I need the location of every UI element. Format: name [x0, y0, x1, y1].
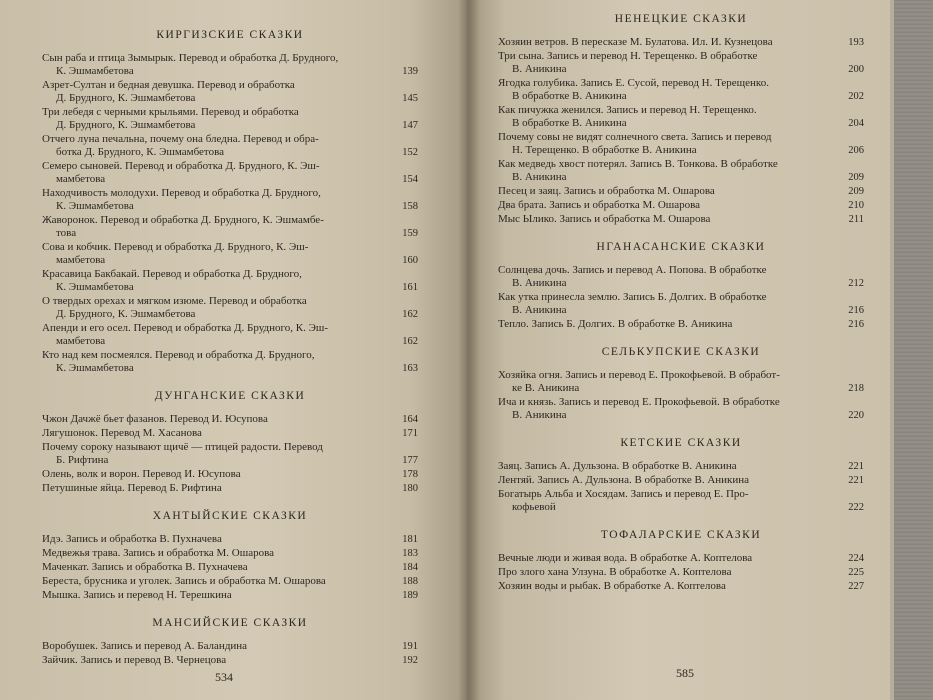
toc-entry — [42, 349, 418, 375]
left-page-number: 534 — [215, 670, 233, 684]
entry-continuation: Б. Рифтина — [56, 454, 109, 466]
toc-entry — [42, 79, 418, 105]
toc-entry — [42, 413, 418, 426]
entry-page-number: 221 — [848, 461, 864, 472]
entry-title: Лягушонок. Перевод М. Хасанова — [42, 427, 202, 439]
entry-continuation: В обработке В. Аникина — [512, 117, 627, 129]
entry-title: Песец и заяц. Запись и обработка М. Ошарова — [498, 185, 715, 197]
book-gutter — [458, 0, 480, 700]
entry-continuation: кофьевой — [512, 501, 556, 513]
entry-page-number: 162 — [402, 309, 418, 320]
right-contents-column — [498, 12, 864, 594]
entry-continuation: В. Аникина — [512, 171, 567, 183]
entry-page-number: 161 — [402, 282, 418, 293]
entry-continuation: това — [56, 227, 77, 239]
toc-entry — [498, 474, 864, 487]
entry-page-number: 164 — [402, 414, 418, 425]
entry-title: Отчего луна печальна, почему она бледна. Перевод и обра- — [42, 133, 319, 145]
toc-entry — [42, 533, 418, 546]
toc-entry — [498, 213, 864, 226]
entry-continuation: В обработке В. Аникина — [512, 90, 627, 102]
entry-page-number: 210 — [848, 200, 864, 211]
entry-title: Мышка. Запись и перевод Н. Терешкина — [42, 589, 232, 601]
toc-entry — [42, 187, 418, 213]
toc-entry — [498, 131, 864, 157]
left-page — [0, 0, 466, 700]
toc-entry — [498, 488, 864, 514]
entry-continuation: В. Аникина — [512, 409, 567, 421]
entry-continuation: ке В. Аникина — [512, 382, 580, 394]
entry-page-number: 159 — [402, 228, 418, 239]
entry-title: Богатырь Альба и Хосядам. Запись и перевод Е. Про- — [498, 488, 749, 500]
entry-page-number: 209 — [848, 172, 864, 183]
entry-page-number: 212 — [848, 278, 864, 289]
entry-title: Хозяин ветров. В пересказе М. Булатова. Ил. И. Кузнецова — [498, 36, 773, 48]
toc-entry — [42, 575, 418, 588]
entry-title: О твердых орехах и мягком изюме. Перевод и обработка — [42, 295, 307, 307]
toc-section — [42, 28, 418, 375]
section-heading: СЕЛЬКУПСКИЕ СКАЗКИ — [601, 346, 761, 358]
entry-page-number: 222 — [848, 502, 864, 513]
toc-entry — [498, 77, 864, 103]
entry-page-number: 188 — [402, 576, 418, 587]
entry-title: Береста, брусника и уголек. Запись и обработка М. Ошарова — [42, 575, 326, 587]
toc-section — [42, 389, 418, 495]
entry-continuation: Д. Брудного, К. Эшмамбетова — [56, 119, 196, 131]
entry-continuation: К. Эшмамбетова — [56, 65, 134, 77]
toc-entry — [42, 482, 418, 495]
entry-page-number: 184 — [402, 562, 418, 573]
toc-entry — [42, 547, 418, 560]
book-cover — [894, 0, 933, 700]
toc-entry — [42, 214, 418, 240]
section-heading: НЕНЕЦКИЕ СКАЗКИ — [614, 13, 748, 25]
toc-entry — [42, 427, 418, 440]
entry-title: Азрет-Султан и бедная девушка. Перевод и обработка — [42, 79, 295, 91]
toc-entry — [42, 241, 418, 267]
entry-title: Жаворонок. Перевод и обработка Д. Брудного, К. Эшмамбе- — [42, 214, 324, 226]
entry-title: Про злого хана Улзуна. В обработке А. Коптелова — [498, 566, 732, 578]
entry-page-number: 163 — [402, 363, 418, 374]
section-heading: КИРГИЗСКИЕ СКАЗКИ — [156, 29, 304, 41]
toc-entry — [498, 580, 864, 593]
entry-title: Олень, волк и ворон. Перевод И. Юсупова — [42, 468, 241, 480]
toc-entry — [42, 295, 418, 321]
toc-entry — [498, 199, 864, 212]
entry-title: Почему совы не видят солнечного света. Запись и перевод — [498, 131, 772, 143]
entry-title: Три лебедя с черными крыльями. Перевод и обработка — [42, 106, 299, 118]
toc-section — [498, 345, 864, 422]
entry-continuation: мамбетова — [56, 335, 106, 347]
entry-page-number: 147 — [402, 120, 418, 131]
entry-continuation: К. Эшмамбетова — [56, 362, 134, 374]
entry-continuation: В. Аникина — [512, 277, 567, 289]
entry-page-number: 154 — [402, 174, 418, 185]
toc-entry — [42, 561, 418, 574]
entry-page-number: 224 — [848, 553, 864, 564]
toc-entry — [498, 318, 864, 331]
entry-page-number: 177 — [402, 455, 418, 466]
entry-page-number: 183 — [402, 548, 418, 559]
entry-continuation: Д. Брудного, К. Эшмамбетова — [56, 92, 196, 104]
entry-page-number: 171 — [402, 428, 418, 439]
entry-title: Сын раба и птица Зымырык. Перевод и обработка Д. Брудного, — [42, 52, 339, 64]
entry-title: Петушиные яйца. Перевод Б. Рифтина — [42, 482, 222, 494]
entry-title: Мыс Ылико. Запись и обработка М. Ошарова — [498, 213, 711, 225]
entry-page-number: 139 — [402, 66, 418, 77]
toc-entry — [498, 552, 864, 565]
entry-title: Хозяйка огня. Запись и перевод Е. Прокофьевой. В обработ- — [498, 369, 780, 381]
entry-title: Два брата. Запись и обработка М. Ошарова — [498, 199, 701, 211]
entry-page-number: 216 — [848, 305, 864, 316]
toc-entry — [42, 106, 418, 132]
toc-entry — [498, 396, 864, 422]
entry-page-number: 192 — [402, 655, 418, 666]
entry-title: Ягодка голубика. Запись Е. Сусой, перевод Н. Терещенко. — [498, 77, 769, 89]
toc-section — [42, 509, 418, 602]
entry-title: Как медведь хвост потерял. Запись В. Тонкова. В обработке — [498, 158, 778, 170]
toc-entry — [498, 264, 864, 290]
entry-page-number: 220 — [848, 410, 864, 421]
toc-entry — [498, 158, 864, 184]
entry-title: Ича и князь. Запись и перевод Е. Прокофьевой. В обработке — [498, 396, 780, 408]
entry-continuation: В. Аникина — [512, 304, 567, 316]
entry-title: Как пичужка женился. Запись и перевод Н. Терещенко. — [498, 104, 757, 116]
entry-continuation: В. Аникина — [512, 63, 567, 75]
entry-title: Зайчик. Запись и перевод В. Чернецова — [42, 654, 227, 666]
entry-page-number: 160 — [402, 255, 418, 266]
right-page — [466, 0, 894, 700]
entry-page-number: 158 — [402, 201, 418, 212]
entry-title: Маченкат. Запись и обработка В. Пухначева — [42, 561, 248, 573]
entry-page-number: 180 — [402, 483, 418, 494]
entry-title: Идэ. Запись и обработка В. Пухначева — [42, 533, 222, 545]
section-heading: ХАНТЫЙСКИЕ СКАЗКИ — [152, 510, 308, 522]
section-heading: НГАНАСАНСКИЕ СКАЗКИ — [596, 241, 766, 253]
toc-entry — [498, 291, 864, 317]
entry-page-number: 227 — [848, 581, 864, 592]
entry-title: Воробушек. Запись и перевод А. Баландина — [42, 640, 248, 652]
entry-page-number: 189 — [402, 590, 418, 601]
entry-page-number: 152 — [402, 147, 418, 158]
toc-entry — [42, 640, 418, 653]
toc-section — [498, 12, 864, 226]
entry-continuation: Н. Терещенко. В обработке В. Аникина — [512, 144, 697, 156]
entry-title: Тепло. Запись Б. Долгих. В обработке В. Аникина — [498, 318, 733, 330]
entry-page-number: 193 — [848, 37, 864, 48]
toc-entry — [498, 369, 864, 395]
toc-entry — [42, 268, 418, 294]
entry-page-number: 162 — [402, 336, 418, 347]
entry-title: Кто над кем посмеялся. Перевод и обработка Д. Брудного, — [42, 349, 315, 361]
entry-title: Как утка принесла землю. Запись Б. Долгих. В обработке — [498, 291, 767, 303]
entry-title: Семеро сыновей. Перевод и обработка Д. Брудного, К. Эш- — [42, 160, 320, 172]
toc-entry — [42, 322, 418, 348]
toc-section — [498, 240, 864, 331]
entry-page-number: 200 — [848, 64, 864, 75]
entry-continuation: К. Эшмамбетова — [56, 281, 134, 293]
entry-title: Медвежья трава. Запись и обработка М. Ошарова — [42, 547, 275, 559]
entry-continuation: мамбетова — [56, 173, 106, 185]
toc-entry — [498, 460, 864, 473]
toc-section — [498, 528, 864, 593]
toc-entry — [42, 589, 418, 602]
entry-continuation: К. Эшмамбетова — [56, 200, 134, 212]
toc-section — [498, 436, 864, 514]
toc-entry — [498, 185, 864, 198]
entry-continuation: ботка Д. Брудного, К. Эшмамбетова — [56, 146, 224, 158]
section-heading: ТОФАЛАРСКИЕ СКАЗКИ — [600, 529, 762, 541]
entry-title: Заяц. Запись А. Дульзона. В обработке В. Аникина — [498, 460, 737, 472]
entry-title: Красавица Бакбакай. Перевод и обработка Д. Брудного, — [42, 268, 302, 280]
toc-entry — [42, 133, 418, 159]
toc-entry — [42, 441, 418, 467]
entry-title: Почему сороку называют щичё — птицей радости. Перевод — [42, 441, 323, 453]
toc-entry — [42, 52, 418, 78]
entry-title: Лентяй. Запись А. Дульзона. В обработке В. Аникина — [498, 474, 750, 486]
entry-title: Находчивость молодухи. Перевод и обработка Д. Брудного, — [42, 187, 321, 199]
entry-title: Сова и кобчик. Перевод и обработка Д. Брудного, К. Эш- — [42, 241, 309, 253]
entry-page-number: 181 — [402, 534, 418, 545]
entry-title: Чжон Дачжё бьет фазанов. Перевод И. Юсупова — [42, 413, 268, 425]
right-page-number: 585 — [676, 666, 694, 680]
entry-page-number: 178 — [402, 469, 418, 480]
entry-page-number: 218 — [848, 383, 864, 394]
toc-entry — [42, 160, 418, 186]
entry-page-number: 204 — [848, 118, 864, 129]
section-heading: МАНСИЙСКИЕ СКАЗКИ — [152, 617, 308, 629]
entry-title: Солнцева дочь. Запись и перевод А. Попова. В обработке — [498, 264, 767, 276]
entry-continuation: Д. Брудного, К. Эшмамбетова — [56, 308, 196, 320]
entry-continuation: мамбетова — [56, 254, 106, 266]
toc-entry — [498, 566, 864, 579]
entry-page-number: 191 — [402, 641, 418, 652]
entry-title: Три сына. Запись и перевод Н. Терещенко. В обработке — [498, 50, 758, 62]
entry-page-number: 225 — [848, 567, 864, 578]
entry-page-number: 211 — [848, 214, 864, 225]
toc-entry — [498, 36, 864, 49]
entry-page-number: 145 — [402, 93, 418, 104]
entry-page-number: 206 — [848, 145, 864, 156]
toc-entry — [498, 104, 864, 130]
section-heading: КЕТСКИЕ СКАЗКИ — [620, 437, 742, 449]
toc-section — [42, 616, 418, 667]
entry-page-number: 209 — [848, 186, 864, 197]
entry-title: Вечные люди и живая вода. В обработке А. Коптелова — [498, 552, 753, 564]
entry-page-number: 202 — [848, 91, 864, 102]
toc-entry — [498, 50, 864, 76]
entry-page-number: 216 — [848, 319, 864, 330]
entry-title: Хозяин воды и рыбак. В обработке А. Коптелова — [498, 580, 726, 592]
entry-page-number: 221 — [848, 475, 864, 486]
toc-entry — [42, 468, 418, 481]
toc-entry — [42, 654, 418, 667]
entry-title: Апенди и его осел. Перевод и обработка Д. Брудного, К. Эш- — [42, 322, 328, 334]
left-contents-column — [42, 28, 418, 668]
section-heading: ДУНГАНСКИЕ СКАЗКИ — [154, 390, 306, 402]
